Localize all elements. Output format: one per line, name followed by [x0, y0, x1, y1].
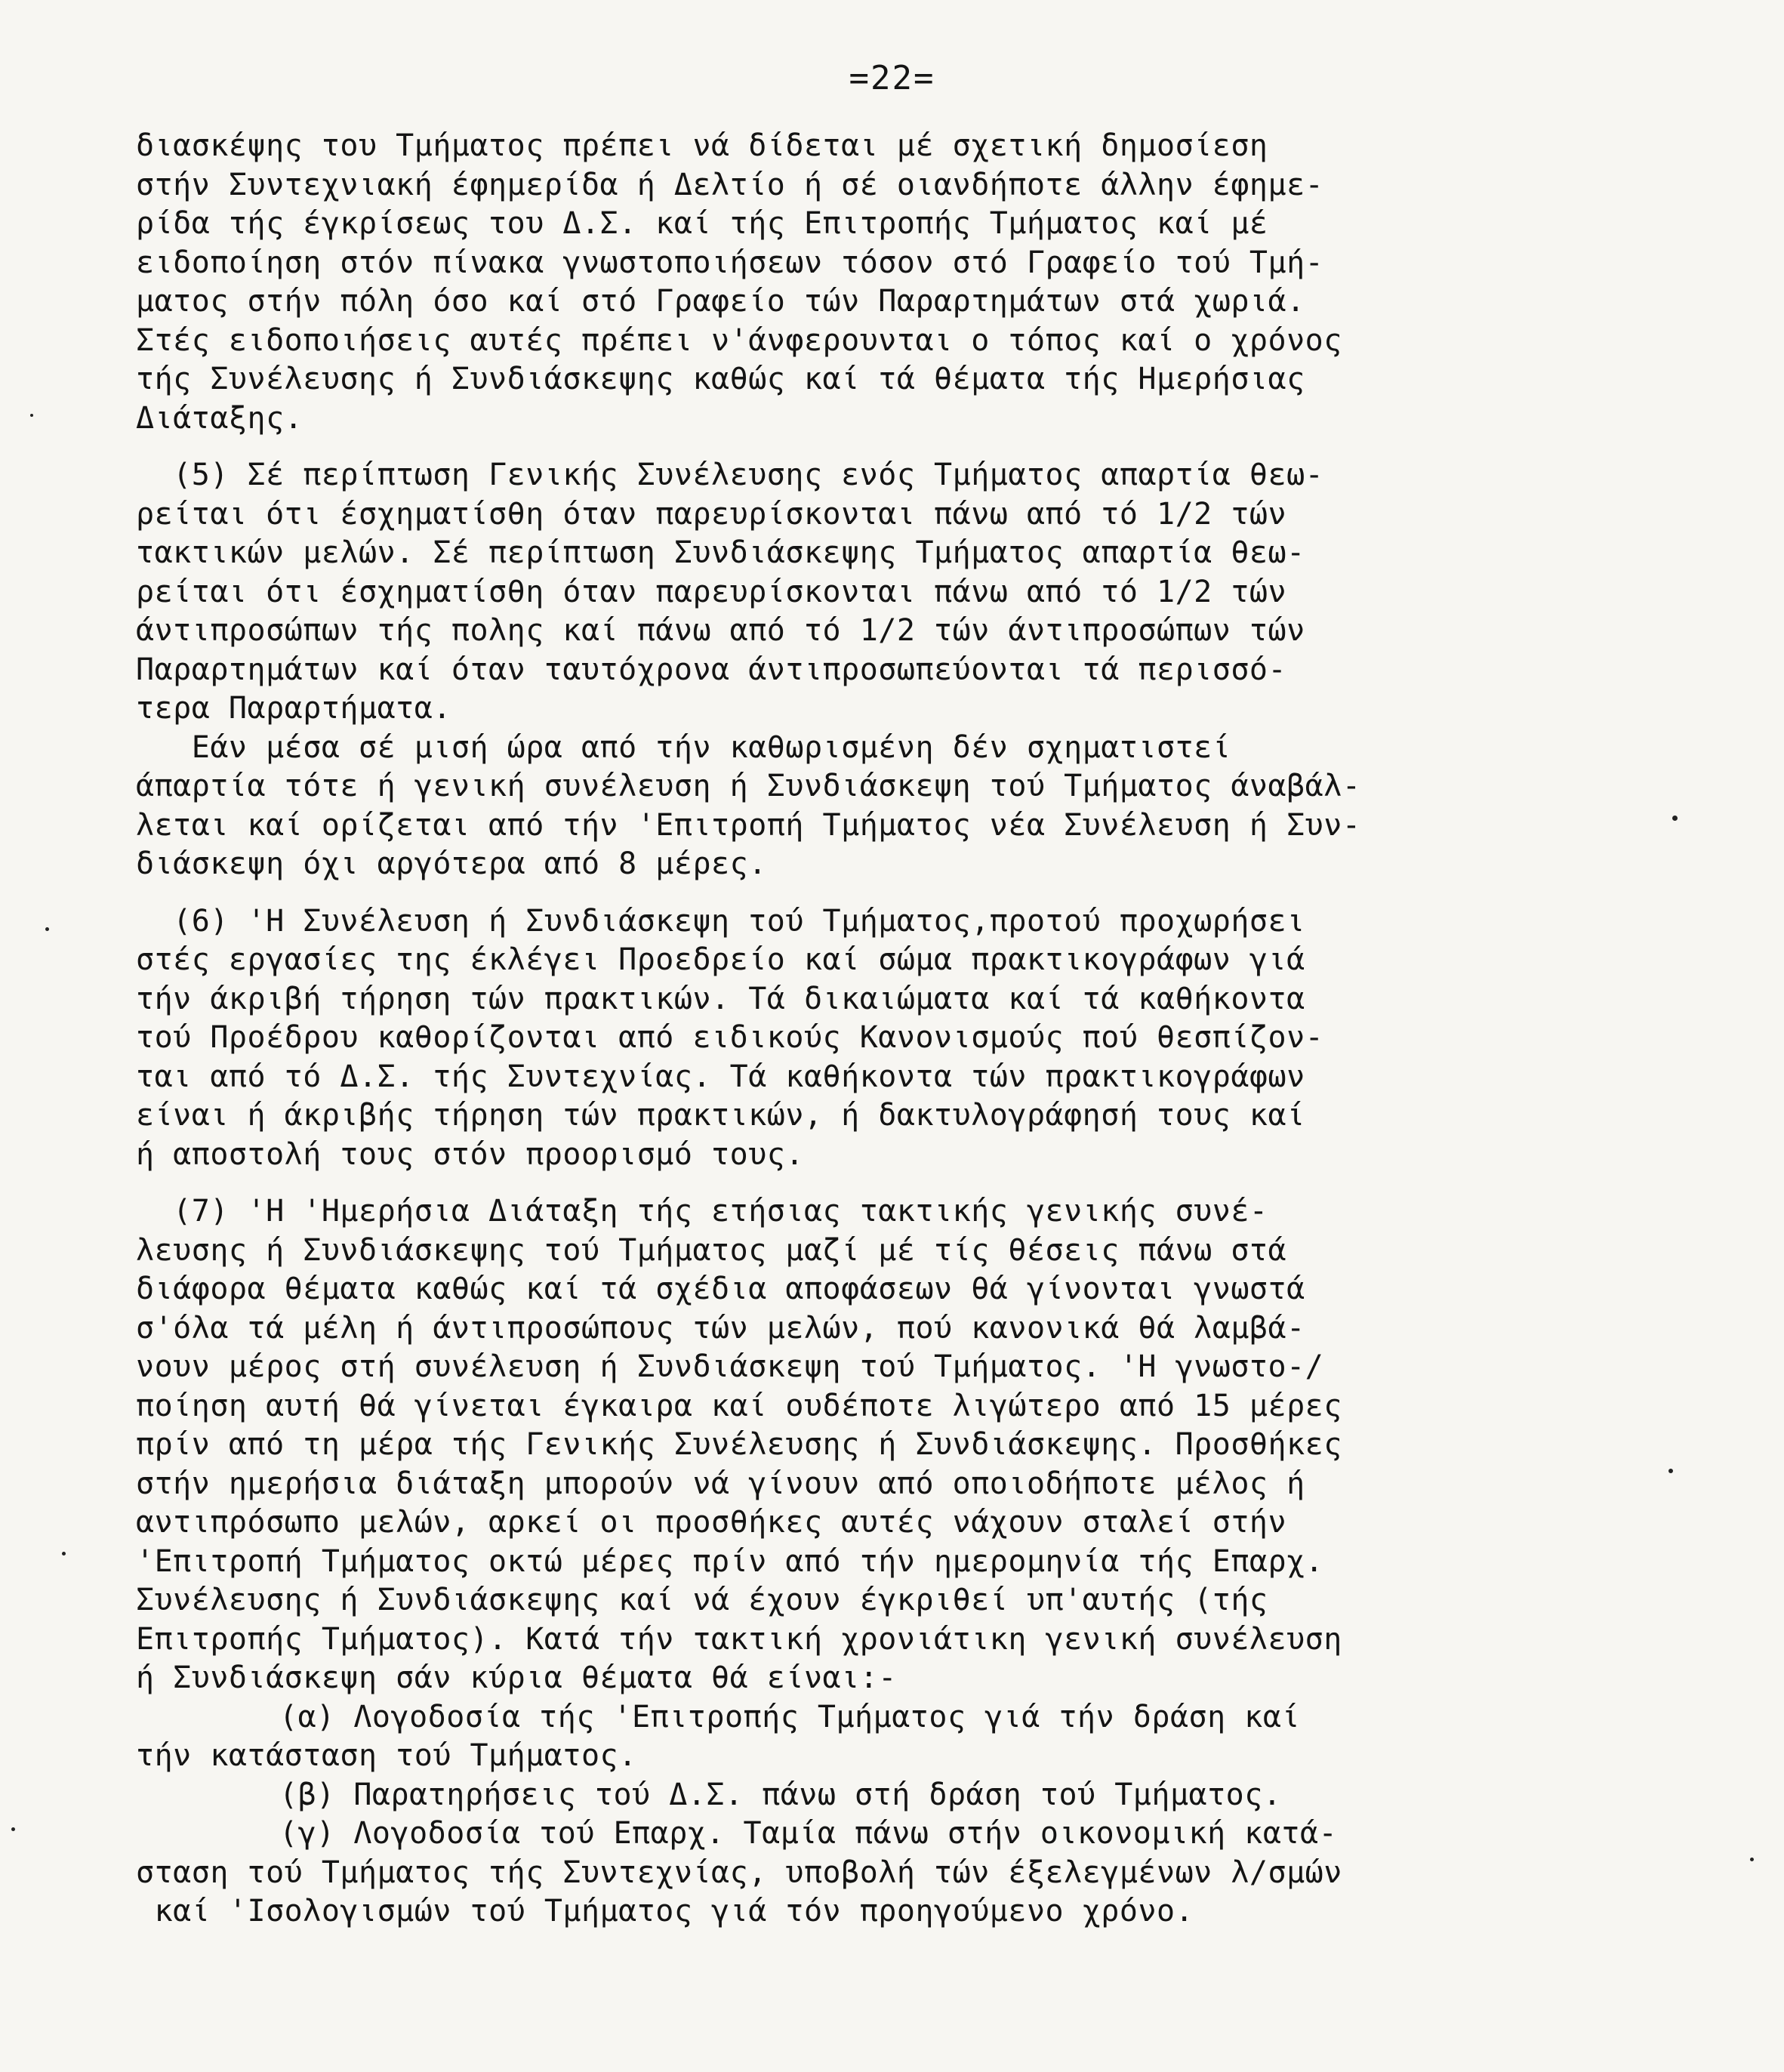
agenda-item-b-first-line: (β) Παρατηρήσεις τού Δ.Σ. πάνω στή δράση τού Τμήματος.: [279, 1777, 1282, 1812]
agenda-item-a: [136, 1698, 1668, 1776]
page-number: =22=: [849, 59, 935, 97]
scan-speck: [45, 927, 49, 931]
scan-speck: [1668, 1469, 1673, 1473]
document-body: [136, 127, 1668, 1932]
scan-speck: [1672, 816, 1678, 821]
agenda-item-a-first-line: (α) Λογοδοσία τής 'Επιτροπής Τμήματος γιά τήν δράση καί: [279, 1699, 1301, 1734]
paragraph-7: (7) 'Η 'Ημερήσια Διάταξη τής ετήσιας τακτικής γενικής συνέ- λευσης ή Συνδιάσκεψης τού Τμήματος μαζί μέ τίς θέσεις πάνω στά διάφορα θέματα καθώς καί τά σχέδια αποφάσεων θά γίνονται γνωστά σ'όλα τά μέλη ή άντιπροσώπους τών μελών, πού κανονικά θά λαμβά- νουν μέρος στή συνέλευση ή Συνδιάσκεψη τού Τμήματος. 'Η γνωστο-/ ποίηση αυτή θά γίνεται έγκαιρα καί ουδέποτε λιγώτερο από 15 μέρες πρίν από τη μέρα τής Γενικής Συνέλευσης ή Συνδιάσκεψης. Προσθήκες στήν ημερήσια διάταξη μπορούν νά γίνουν από οποιοδήποτε μέλος ή αντιπρόσωπο μελών, αρκεί οι προσθήκες αυτές νάχουν σταλεί στήν 'Επιτροπή Τμήματος οκτώ μέρες πρίν από τήν ημερομηνία τής Επαρχ. Συνέλευσης ή Συνδιάσκεψης καί νά έχουν έγκριθεί υπ'αυτής (τής Επιτροπής Τμήματος). Κατά τήν τακτική χρονιάτικη γενική συνέλευση ή Συνδιάσκεψη σάν κύρια θέματα θά είναι:-: [136, 1194, 1342, 1695]
agenda-item-c-continuation: σταση τού Τμήματος τής Συντεχνίας, υποβολή τών έξελεγμένων λ/σμών καί 'Ισολογισμών τού Τμήματος γιά τόν προηγούμενο χρόνο.: [136, 1855, 1342, 1929]
paragraph-intro: διασκέψης του Τμήματος πρέπει νά δίδεται μέ σχετική δημοσίεση στήν Συντεχνιακή έφημερίδα ή Δελτίο ή σέ οιανδήποτε άλλην έφημε- ρίδα τής έγκρίσεως του Δ.Σ. καί τής Επιτροπής Τμήματος καί μέ ειδοποίηση στόν πίνακα γνωστοποιήσεων τόσον στό Γραφείο τού Τμή- ματος στήν πόλη όσο καί στό Γραφείο τών Παραρτημάτων στά χωριά. Στές ειδοποιήσεις αυτές πρέπει ν'άνφερουνται ο τόπος καί ο χρόνος τής Συνέλευσης ή Συνδιάσκεψης καθώς καί τά θέματα τής Ημερήσιας Διάταξης.: [136, 128, 1342, 436]
agenda-item-a-continuation: τήν κατάσταση τού Τμήματος.: [136, 1738, 637, 1773]
scan-speck: [11, 1827, 15, 1831]
agenda-item-b: [136, 1776, 1668, 1815]
agenda-item-c-first-line: (γ) Λογοδοσία τού Επαρχ. Ταμία πάνω στήν οικονομική κατά-: [279, 1816, 1338, 1851]
scan-speck: [30, 414, 33, 417]
paragraph-6: (6) 'Η Συνέλευση ή Συνδιάσκεψη τού Τμήματος,προτού προχωρήσει στές εργασίες της έκλέγει Προεδρείο καί σώμα πρακτικογράφων γιά τήν άκριβή τήρηση τών πρακτικών. Τά δικαιώματα καί τά καθήκοντα τού Προέδρου καθορίζονται από ειδικούς Κανονισμούς πού θεσπίζον- ται από τό Δ.Σ. τής Συντεχνίας. Τά καθήκοντα τών πρακτικογράφων είναι ή άκριβής τήρηση τών πρακτικών, ή δακτυλογράφησή τους καί ή αποστολή τους στόν προορισμό τους.: [136, 903, 1324, 1172]
agenda-item-c: [136, 1815, 1668, 1932]
scan-speck: [1750, 1858, 1754, 1861]
scan-speck: [62, 1552, 66, 1556]
paragraph-5: (5) Σέ περίπτωση Γενικής Συνέλευσης ενός Τμήματος απαρτία θεω- ρείται ότι έσχηματίσθη όταν παρευρίσκονται πάνω από τό 1/2 τών τακτικών μελών. Σέ περίπτωση Συνδιάσκεψης Τμήματος απαρτία θεω- ρείται ότι έσχηματίσθη όταν παρευρίσκονται πάνω από τό 1/2 τών άντιπροσώπων τής πολης καί πάνω από τό 1/2 τών άντιπροσώπων τών Παραρτημάτων καί όταν ταυτόχρονα άντιπροσωπεύονται τά περισσό- τερα Παραρτήματα. Εάν μέσα σέ μισή ώρα από τήν καθωρισμένη δέν σχηματιστεί άπαρτία τότε ή γενική συνέλευση ή Συνδιάσκεψη τού Τμήματος άναβάλ- λεται καί ορίζεται από τήν 'Επιτροπή Τμήματος νέα Συνέλευση ή Συν- διάσκεψη όχι αργότερα από 8 μέρες.: [136, 458, 1361, 881]
